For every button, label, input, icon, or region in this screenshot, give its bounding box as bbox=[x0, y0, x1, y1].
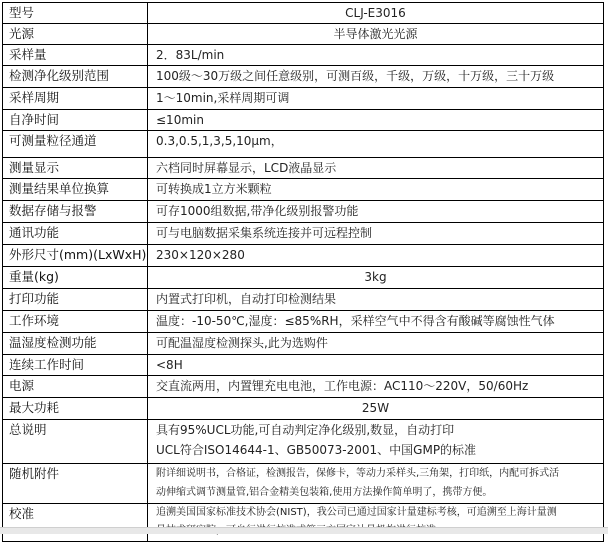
spec-value-line: 附详细说明书，合格证，检测报告，保修卡，等动力采样头,三角架，打印纸，内配可拆式活 bbox=[156, 468, 560, 479]
spec-value-line: 动伸缩式调节测量管,铝合金精美包装箱,使用方法操作简单明了，携带方便。 bbox=[156, 487, 493, 498]
spec-row bbox=[3, 24, 604, 45]
spec-value: 可转换成1立方米颗粒 bbox=[148, 179, 604, 201]
spec-label: 自净时间 bbox=[3, 110, 148, 131]
spec-value: 交直流两用，内置锂充电电池，工作电源：AC110～220V，50/60Hz bbox=[148, 376, 604, 398]
spec-label: 外形尺寸(mm)(LxWxH) bbox=[3, 245, 148, 267]
spec-label: 数据存储与报警 bbox=[3, 201, 148, 223]
spec-value: 可存1000组数据,带净化级别报警功能 bbox=[148, 201, 604, 223]
spec-label: 校准 bbox=[3, 504, 148, 542]
spec-row bbox=[3, 66, 604, 88]
spec-value: ≤10min bbox=[148, 110, 604, 131]
spec-label: 采样量 bbox=[3, 45, 148, 66]
spec-value: <8H bbox=[148, 355, 604, 376]
spec-value-line: UCL符合ISO14644-1、GB50073-2001、中国GMP的标准 bbox=[156, 443, 477, 457]
spec-label: 可测量粒径通道 bbox=[3, 131, 148, 158]
spec-row bbox=[3, 376, 604, 398]
spec-label: 总说明 bbox=[3, 420, 148, 464]
spec-row bbox=[3, 3, 604, 24]
spec-value bbox=[148, 464, 604, 504]
spec-label: 检测净化级别范围 bbox=[3, 66, 148, 88]
spec-row bbox=[3, 223, 604, 245]
spec-label: 型号 bbox=[3, 3, 148, 24]
spec-value-line: 追溯美国国家标准技术协会(NIST)，我公司已通过国家计量建标考核，可追溯至上海计量测 bbox=[156, 507, 557, 518]
spec-row bbox=[3, 201, 604, 223]
spec-row bbox=[3, 289, 604, 311]
spec-row bbox=[3, 398, 604, 420]
spec-label: 电源 bbox=[3, 376, 148, 398]
spec-label: 最大功耗 bbox=[3, 398, 148, 420]
spec-label: 重量(kg) bbox=[3, 267, 148, 289]
spec-value: 1～10min,采样周期可调 bbox=[148, 88, 604, 110]
spec-row bbox=[3, 179, 604, 201]
spec-label: 测量结果单位换算 bbox=[3, 179, 148, 201]
spec-label: 随机附件 bbox=[3, 464, 148, 504]
spec-row bbox=[3, 420, 604, 464]
spec-value: 可配温湿度检测探头,此为选购件 bbox=[148, 333, 604, 355]
spec-label: 连续工作时间 bbox=[3, 355, 148, 376]
spec-value: 230×120×280 bbox=[148, 245, 604, 267]
spec-value: 温度：-10-50℃,湿度：≤85%RH，采样空气中不得含有酸碱等腐蚀性气体 bbox=[148, 311, 604, 333]
spec-row bbox=[3, 88, 604, 110]
spec-row bbox=[3, 333, 604, 355]
spec-value: 内置式打印机，自动打印检测结果 bbox=[148, 289, 604, 311]
spec-row bbox=[3, 45, 604, 66]
spec-label: 采样周期 bbox=[3, 88, 148, 110]
spec-label: 打印功能 bbox=[3, 289, 148, 311]
spec-row bbox=[3, 267, 604, 289]
spec-value bbox=[148, 504, 604, 542]
spec-value: 可与电脑数据采集系统连接并可远程控制 bbox=[148, 223, 604, 245]
spec-row bbox=[3, 504, 604, 542]
spec-label: 通讯功能 bbox=[3, 223, 148, 245]
spec-row bbox=[3, 131, 604, 158]
spec-value: 100级～30万级之间任意级别，可测百级，千级，万级，十万级，三十万级 bbox=[148, 66, 604, 88]
spec-value: 六档同时屏幕显示，LCD液晶显示 bbox=[148, 158, 604, 179]
spec-row bbox=[3, 311, 604, 333]
spec-value: CLJ-E3016 bbox=[148, 3, 604, 24]
spec-row bbox=[3, 464, 604, 504]
spec-label: 测量显示 bbox=[3, 158, 148, 179]
spec-value bbox=[148, 420, 604, 464]
spec-row bbox=[3, 245, 604, 267]
spec-row bbox=[3, 355, 604, 376]
spec-label: 工作环境 bbox=[3, 311, 148, 333]
spec-value: 2．83L/min bbox=[148, 45, 604, 66]
spec-value: 25W bbox=[148, 398, 604, 420]
spec-table bbox=[2, 2, 604, 542]
spec-value: 半导体激光光源 bbox=[148, 24, 604, 45]
spec-row bbox=[3, 158, 604, 179]
spec-value-line: 具有95%UCL功能,可自动判定净化级别,数显，自动打印 bbox=[156, 423, 455, 437]
spec-value: 0.3,0.5,1,3,5,10μm， bbox=[148, 131, 604, 158]
spec-label: 温湿度检测功能 bbox=[3, 333, 148, 355]
spec-row bbox=[3, 110, 604, 131]
spec-value: 3kg bbox=[148, 267, 604, 289]
spec-label: 光源 bbox=[3, 24, 148, 45]
